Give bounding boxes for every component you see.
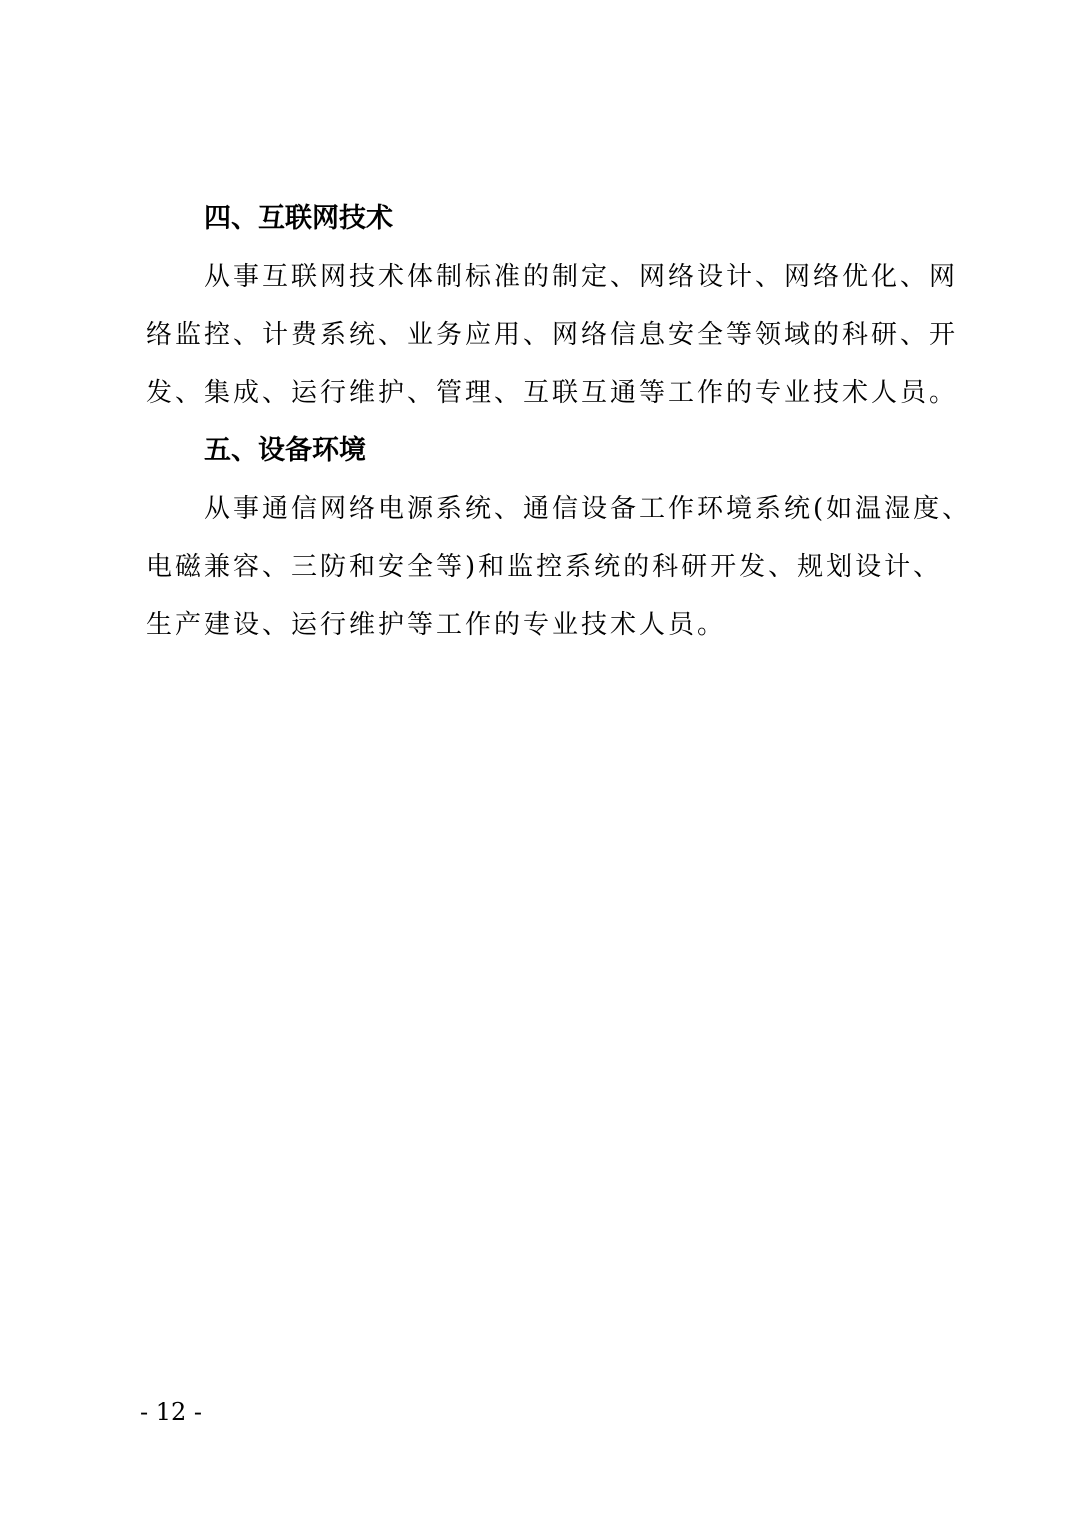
paragraph-line: 络监控、计费系统、业务应用、网络信息安全等领域的科研、开 <box>146 320 959 350</box>
section-heading-internet: 四、互联网技术 <box>204 203 393 234</box>
paragraph-line: 电磁兼容、三防和安全等)和监控系统的科研开发、规划设计、 <box>146 552 943 582</box>
paragraph-line: 从事互联网技术体制标准的制定、网络设计、网络优化、网 <box>204 262 959 292</box>
section-paragraph-equipment <box>146 480 972 654</box>
section-paragraph-internet <box>146 248 959 422</box>
paragraph-line: 发、集成、运行维护、管理、互联互通等工作的专业技术人员。 <box>146 378 959 408</box>
paragraph-line: 生产建设、运行维护等工作的专业技术人员。 <box>146 610 727 640</box>
paragraph-line: 从事通信网络电源系统、通信设备工作环境系统(如温湿度、 <box>204 494 972 524</box>
page-number: - 12 - <box>140 1398 203 1426</box>
document-body <box>146 190 972 654</box>
section-heading-equipment: 五、设备环境 <box>204 435 366 466</box>
